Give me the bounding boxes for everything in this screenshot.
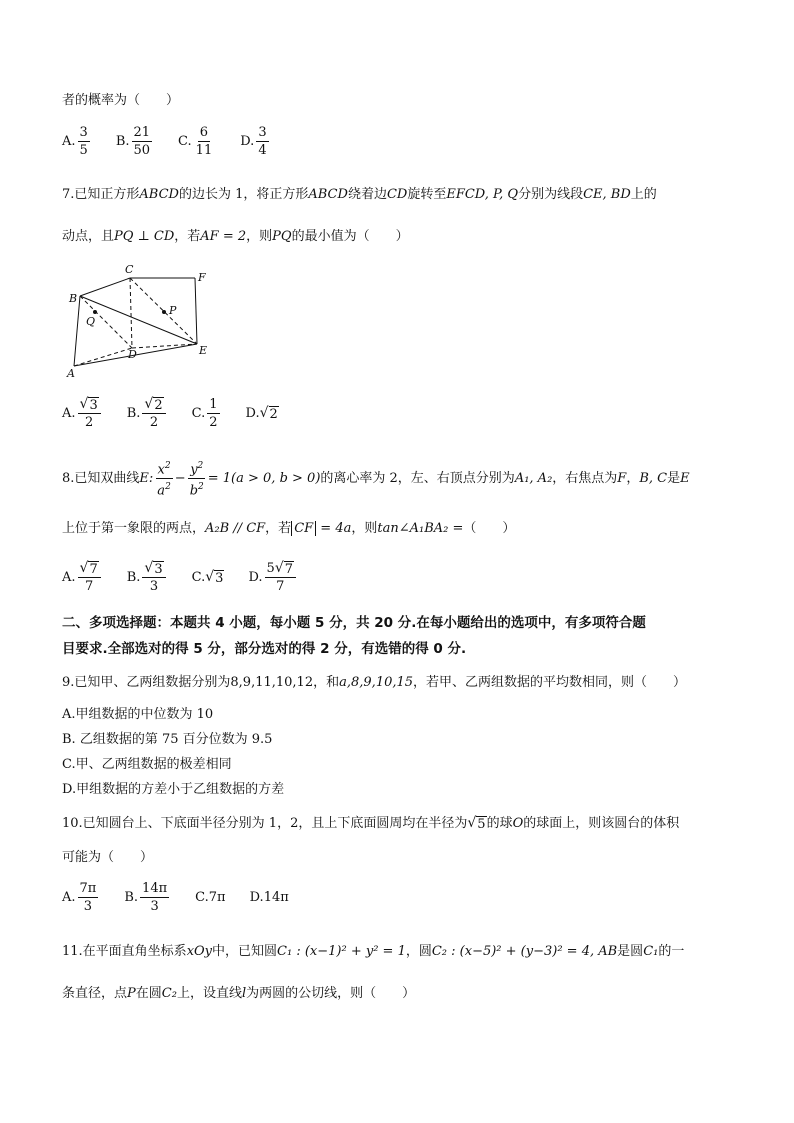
point-p	[162, 310, 166, 314]
edge-bc	[80, 278, 130, 296]
q7-option-c[interactable]: C. $\frac{1}{2}$	[191, 397, 218, 430]
label-b: B	[69, 292, 78, 305]
sqrt: √ 2	[259, 404, 278, 422]
fraction: √ 2 2	[142, 396, 165, 431]
q10-options	[62, 880, 313, 915]
fraction: $\frac{21}{50}$	[133, 125, 151, 158]
q11-stem-line1: 11.在平面直角坐标系xOy中，已知圆C₁ : (x−1)² + y² = 1，圆C₂ : (x−5)² + (y−3)² = 4, AB是圆C₁的一	[62, 944, 685, 959]
q7-option-b[interactable]: B. √ 2 2	[127, 396, 168, 431]
fraction: $\frac{7\pi}{3}$	[79, 881, 97, 914]
fraction: √ 7 7	[78, 560, 101, 595]
q10-stem-line1: 10.已知圆台上、下底面半径分别为 1，2，且上下底面圆周均在半径为 √ 5 的球O的球面上，则该圆台的体积	[62, 815, 680, 832]
q10-stem-line2: 可能为（ ）	[62, 850, 154, 865]
fraction: √ 3 3	[142, 560, 165, 595]
edge-ba	[74, 296, 80, 366]
q10-option-c[interactable]: C. 7π	[195, 890, 226, 905]
q8-option-b[interactable]: B. √ 3 3	[127, 560, 168, 595]
q9-stem: 9.已知甲、乙两组数据分别为8,9,11,10,12，和a,8,9,10,15，若甲、乙两组数据的平均数相同，则（ ）	[62, 675, 687, 690]
q6-options	[62, 124, 295, 159]
fraction: 5 √ 7 7	[265, 560, 296, 595]
edge-fe	[195, 278, 197, 344]
fraction: $\frac{3}{4}$	[258, 125, 267, 158]
fraction: $\frac{1}{2}$	[209, 397, 218, 430]
edge-cd	[130, 278, 132, 348]
q6-option-c[interactable]: C. $\frac{6}{11}$	[178, 125, 213, 158]
label-e: E	[199, 344, 208, 357]
fraction: $\frac{3}{5}$	[79, 125, 88, 158]
label-q: Q	[86, 315, 96, 328]
q8-stem-line2: 上位于第一象限的两点，A₂B // CF，若 CF = 4a，则tan∠A₁BA₂ =（ ）	[62, 521, 516, 536]
q7-stem-line2: 动点，且PQ ⊥ CD，若AF = 2，则PQ的最小值为（ ）	[62, 229, 409, 244]
fraction: $\frac{14\pi}{3}$	[142, 881, 168, 914]
q10-option-a[interactable]: A. $\frac{7\pi}{3}$	[62, 881, 97, 914]
q8-stem-line1: 8.已知双曲线 E : $\frac{x^2}{a^2}$ − $\frac{y^2}{b^2}$ = 1(a > 0, b > 0) 的离心率为 2，左、右顶点分别为 A₁, A₂ ，右焦点为 F ， B, C 是 E	[62, 458, 690, 500]
q8-option-d[interactable]: D. 5 √ 7 7	[248, 560, 298, 595]
edge-be	[80, 296, 197, 344]
q6-stem-tail: 者的概率为（ ）	[62, 93, 180, 108]
sqrt: √ 5	[467, 815, 486, 832]
label-p: P	[169, 304, 177, 317]
label-d: D	[128, 348, 137, 361]
section2-title-line1: 二、多项选择题：本题共 4 小题，每小题 5 分，共 20 分.在每小题给出的选项中，有多项符合题	[62, 615, 646, 631]
q6-option-a[interactable]: A. $\frac{3}{5}$	[62, 125, 88, 158]
q7-prism-figure	[62, 262, 222, 382]
fraction: √ 3 2	[78, 396, 101, 431]
q8-option-a[interactable]: A. √ 7 7	[62, 560, 103, 595]
fraction-y2-b2: $\frac{y^2}{b^2}$	[188, 458, 206, 500]
q7-option-a[interactable]: A. √ 3 2	[62, 396, 103, 431]
q9-option-b[interactable]: B. 乙组数据的第 75 百分位数为 9.5	[62, 732, 273, 747]
section2-title-line2: 目要求.全部选对的得 5 分，部分选对的得 2 分，有选错的得 0 分.	[62, 641, 467, 657]
q7-option-d[interactable]: D. √ 2	[245, 404, 278, 422]
q7-stem-line1: 7.已知正方形ABCD的边长为 1，将正方形ABCD绕着边CD旋转至EFCD, P, Q分别为线段CE, BD上的	[62, 187, 657, 202]
q9-option-c[interactable]: C.甲、乙两组数据的极差相同	[62, 757, 232, 772]
label-c: C	[125, 263, 134, 276]
label-a: A	[67, 367, 75, 380]
q9-option-a[interactable]: A.甲组数据的中位数为 10	[62, 707, 214, 722]
q6-option-b[interactable]: B. $\frac{21}{50}$	[115, 125, 151, 158]
q8-option-c[interactable]: C. √ 3	[191, 568, 224, 586]
fraction-x2-a2: $\frac{x^2}{a^2}$	[155, 458, 173, 500]
q10-option-d[interactable]: D. 14π	[249, 890, 289, 905]
label-f: F	[198, 271, 206, 284]
q9-option-d[interactable]: D.甲组数据的方差小于乙组数据的方差	[62, 782, 285, 797]
sqrt: √ 3	[205, 568, 224, 586]
q7-options	[62, 396, 303, 431]
q10-option-b[interactable]: B. $\frac{14\pi}{3}$	[124, 881, 168, 914]
fraction: $\frac{6}{11}$	[195, 125, 213, 158]
q6-option-d[interactable]: D. $\frac{3}{4}$	[240, 125, 267, 158]
q8-options	[62, 560, 322, 595]
q11-stem-line2: 条直径，点P在圆C₂上，设直线l为两圆的公切线，则（ ）	[62, 986, 416, 1001]
point-q	[93, 310, 97, 314]
